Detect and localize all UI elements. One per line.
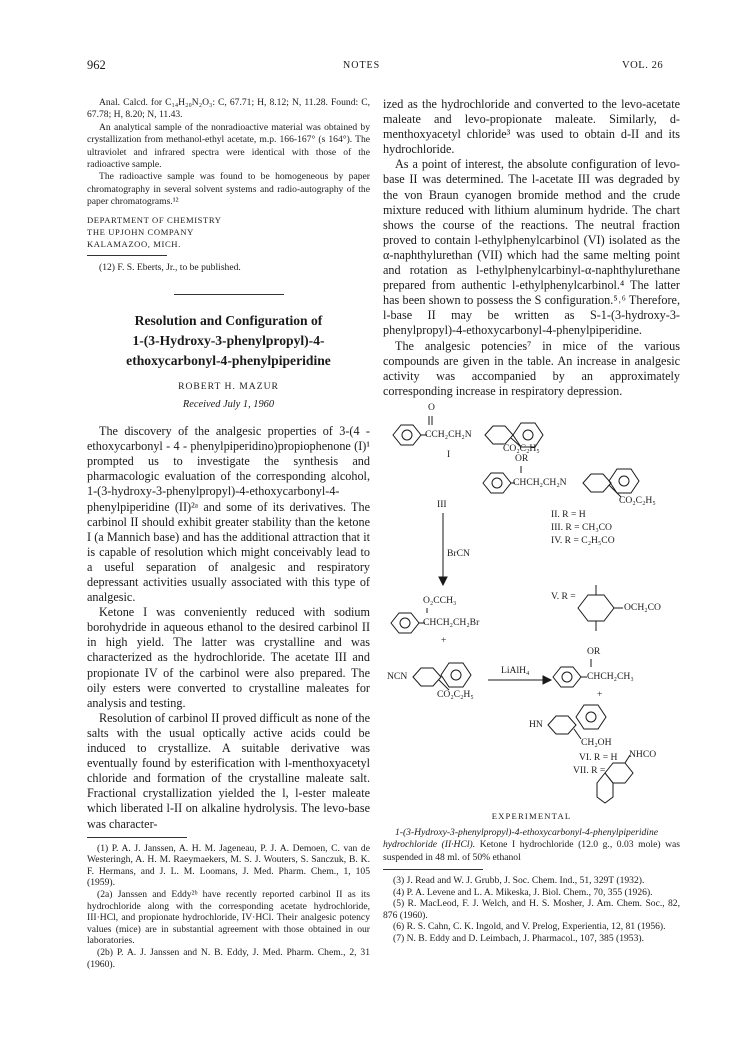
label-co2et-1: CO₂C₂H₅ — [503, 442, 540, 454]
benzene-ring-icon — [391, 613, 419, 633]
right-body-paragraph-3: The analgesic potencies⁷ in mice of the various compounds are given in the table. An increase in analgesic activity was accompanied by an approximately corresponding increase in respiratory depression. — [383, 338, 680, 398]
piperidine-ring-icon — [548, 716, 576, 734]
section-header: NOTES — [343, 60, 381, 71]
label-co2et-2: CO₂C₂H₅ — [619, 494, 656, 506]
benzene-ring-icon — [553, 667, 581, 687]
label-plus-2: + — [597, 688, 603, 700]
right-body-paragraph-1: ized as the hydrochloride and converted to the levo-acetate maleate and levo-propionate maleate. Similarly, d-menthoxyacetyl chloride³ was used to obtain d-II and its hydrochloride. — [383, 97, 680, 157]
footnotes-rule — [87, 837, 187, 838]
footnote-1: (1) P. A. J. Janssen, A. H. M. Jageneau, P. J. A. Demoen, C. van de Westeringh, A. H. M. Raeymaekers, M. S. J. Wouters, S. Sanczuk, B. K. F. Hermans, and J. L. M. Loomans, J. Med. Pharm. Chem., 1, 105 (1959). — [87, 842, 370, 889]
menthyl-ring-icon — [578, 595, 614, 621]
author: ROBERT H. MAZUR — [178, 381, 279, 393]
right-footnotes-rule — [383, 869, 483, 870]
right-column — [383, 97, 680, 945]
label-chch2ch3: CHCH₂CH₃ — [587, 670, 634, 682]
piperidine-ring-icon — [485, 426, 513, 444]
affiliation-company: THE UPJOHN COMPANY — [87, 226, 194, 237]
body-paragraph-2: Ketone I was conveniently reduced with sodium borohydride in aqueous ethanol to the desired carbinol II in high yield. The latter was crystalline and was characterized as the hydrochloride. The acetate III and propionate IV of the carbinol were also prepared. The oily esters were converted to crystalline maleates for analysis and testing. — [87, 605, 370, 710]
analytical-sample-paragraph: An analytical sample of the nonradioactive material was obtained by crystallization from methanol-ethyl acetate, m.p. 166-167° (s 164°). The ultraviolet and infrared spectra were identical with those of the radioactive sample. — [87, 121, 370, 171]
label-r-vii: VII. R = — [573, 764, 606, 776]
label-r-v: V. R = — [551, 590, 576, 602]
label-brcn: BrCN — [447, 547, 470, 559]
affiliation-city: KALAMAZOO, MICH. — [87, 238, 181, 249]
label-nhco: NHCO — [629, 748, 657, 760]
footnote-7: (7) N. B. Eddy and D. Leimbach, J. Pharmacol., 107, 385 (1953). — [393, 933, 644, 945]
label-ncn: NCN — [387, 670, 408, 682]
experimental-heading: EXPERIMENTAL — [491, 810, 572, 821]
benzene-ring-icon — [576, 705, 606, 729]
left-column — [87, 97, 370, 970]
piperidine-ring-icon — [583, 474, 611, 492]
experimental-title: 1-(3-Hydroxy-3-phenylpropyl)-4-ethoxycarbonyl-4-phenylpiperidine hydrochloride (II·HCl). — [383, 826, 659, 851]
label-co2et-3: CO₂C₂H₅ — [437, 688, 474, 700]
reaction-scheme — [383, 401, 680, 805]
right-body-paragraph-2: As a point of interest, the absolute configuration of levo-base II was determined. The l-acetate III was degraded by the von Braun cyanogen bromide method and the crude mixture reduced with lithium aluminum hydride. The chart shows the course of the reactions. The neutral fraction proved to contain l-ethylphenylcarbinol (VI) isolated as the α-naphthylurethan (VII) which had the same melting point and rotation as l-ethylphenylcarbinyl-α-naphthylurethane prepared from authentic l-ethylphenylcarbinol.⁴ The latter has been shown to possess the S configuration.⁵˒⁶ Therefore, l-base II may be written as S-1-(3-hydroxy-3-phenylpropyl)-4-ethoxycarbonyl-4-phenylpiperidine. — [383, 157, 680, 338]
carbonyl-o: O — [428, 401, 435, 413]
benzene-ring-icon — [393, 425, 421, 445]
footnote-6: (6) R. S. Cahn, C. K. Ingold, and V. Prelog, Experientia, 12, 81 (1956). — [393, 921, 666, 933]
page-number: 962 — [87, 58, 106, 72]
volume-label: VOL. 26 — [622, 60, 664, 71]
label-r-iv: IV. R = C₂H₅CO — [551, 534, 615, 546]
received-date: Received July 1, 1960 — [182, 399, 275, 411]
label-plus-1: + — [441, 634, 447, 646]
label-r-ii: II. R = H — [551, 508, 586, 520]
section-divider — [174, 294, 284, 295]
label-hn: HN — [529, 718, 543, 730]
title-line-2: 1-(3-Hydroxy-3-phenylpropyl)-4- — [132, 333, 325, 349]
experimental-paragraph — [383, 827, 680, 864]
label-ch2oh: CH₂OH — [581, 736, 612, 748]
footnote-5: (5) R. MacLeod, F. J. Welch, and H. S. Mosher, J. Am. Chem. Soc., 82, 876 (1960). — [383, 898, 680, 921]
label-ccho: CCH₂CH₂N — [425, 428, 472, 440]
title-line-1: Resolution and Configuration of — [134, 313, 323, 329]
label-roman-i: I — [447, 448, 451, 460]
label-o2cch3: O₂CCH₃ — [423, 594, 457, 606]
affiliation-department: DEPARTMENT OF CHEMISTRY — [87, 214, 222, 225]
radioactive-sample-paragraph: The radioactive sample was found to be homogeneous by paper chromatography in several solvent systems and radio-autography of the paper chromatograms.¹² — [87, 171, 370, 208]
footnote-12: (12) F. S. Eberts, Jr., to be published. — [99, 261, 241, 273]
naphthyl-ring-icon — [605, 763, 633, 783]
label-och2co: OCH₂CO — [624, 601, 661, 613]
article-title — [87, 311, 370, 371]
footnote-4: (4) P. A. Levene and L. A. Mikeska, J. Biol. Chem., 70, 355 (1926). — [393, 886, 653, 898]
body-paragraph-3: Resolution of carbinol II proved difficult as none of the salts with the usual optically active acids could be induced to crystallize. A suitable derivative was eventually found by esterification with l-menthoxyacetyl chloride and formation of the crystalline maleate salt. Fractional crystallization yielded the l, l-ester maleate which liberated l-II on alkaline hydrolysis. The levo-base was character- — [87, 710, 370, 831]
anal-calcd: Anal. Calcd. for C₁₄H₂₀N₂O₃: C, 67.71; H, 8.12; N, 11.28. Found: C, 67.78; H, 8.20; N, 11.43. — [87, 97, 370, 121]
label-r-iii: III. R = CH₃CO — [551, 521, 612, 533]
label-or-1: OR — [515, 452, 529, 464]
label-chch: CHCH₂CH₂N — [513, 476, 567, 488]
benzene-ring-icon — [441, 663, 471, 687]
footnote-2a: (2a) Janssen and Eddy²ᵇ have recently reported carbinol II as its hydrochloride along with the corresponding acetate hydrochloride, III·HCl, and propionate hydrochloride, IV·HCl. Their analgesic potency values (mice) are in substantial agreement with those obtained in our laboratories. — [87, 888, 370, 947]
label-roman-iii: III — [437, 498, 447, 510]
affiliation — [87, 214, 370, 250]
footnote-rule — [87, 255, 167, 256]
label-r-vi: VI. R = H — [579, 751, 618, 763]
body-paragraph-1: The discovery of the analgesic properties of 3-(4 - ethoxycarbonyl - 4 - phenylpiperidino)propiophenone (I)¹ prompted us to investigate the synthesis and pharmacologic evaluation of the corresponding alcohol, 1-(3-hydroxy-3-phenylpropyl)-4-ethoxycarbonyl-4-phenylpiperidine (II)²ᵃ and some of its derivatives. The carbinol II should exhibit greater stability than the ketone I (a Mannich base) and has the additional attraction that it is capable of resolution which might conceivably lead to a useful separation of analgesic and respiratory depressant activities usually associated with this type of analgesic. — [87, 424, 370, 605]
label-chch2ch2br: CHCH₂CH₂Br — [423, 616, 480, 628]
benzene-ring-icon — [483, 473, 511, 493]
piperidine-ring-icon — [413, 668, 441, 686]
footnote-2b: (2b) P. A. J. Janssen and N. B. Eddy, J. Med. Pharm. Chem., 2, 31 (1960). — [87, 946, 370, 970]
experimental-text: Ketone I hydrochloride (12.0 g., 0.03 mole) was suspended in 48 ml. of 50% ethanol — [383, 839, 680, 863]
title-line-3: ethoxycarbonyl-4-phenylpiperidine — [126, 353, 331, 369]
footnote-3: (3) J. Read and W. J. Grubb, J. Soc. Chem. Ind., 51, 329T (1932). — [393, 875, 645, 887]
label-or-2: OR — [587, 645, 601, 657]
label-lialh4: LiAlH₄ — [501, 664, 530, 676]
